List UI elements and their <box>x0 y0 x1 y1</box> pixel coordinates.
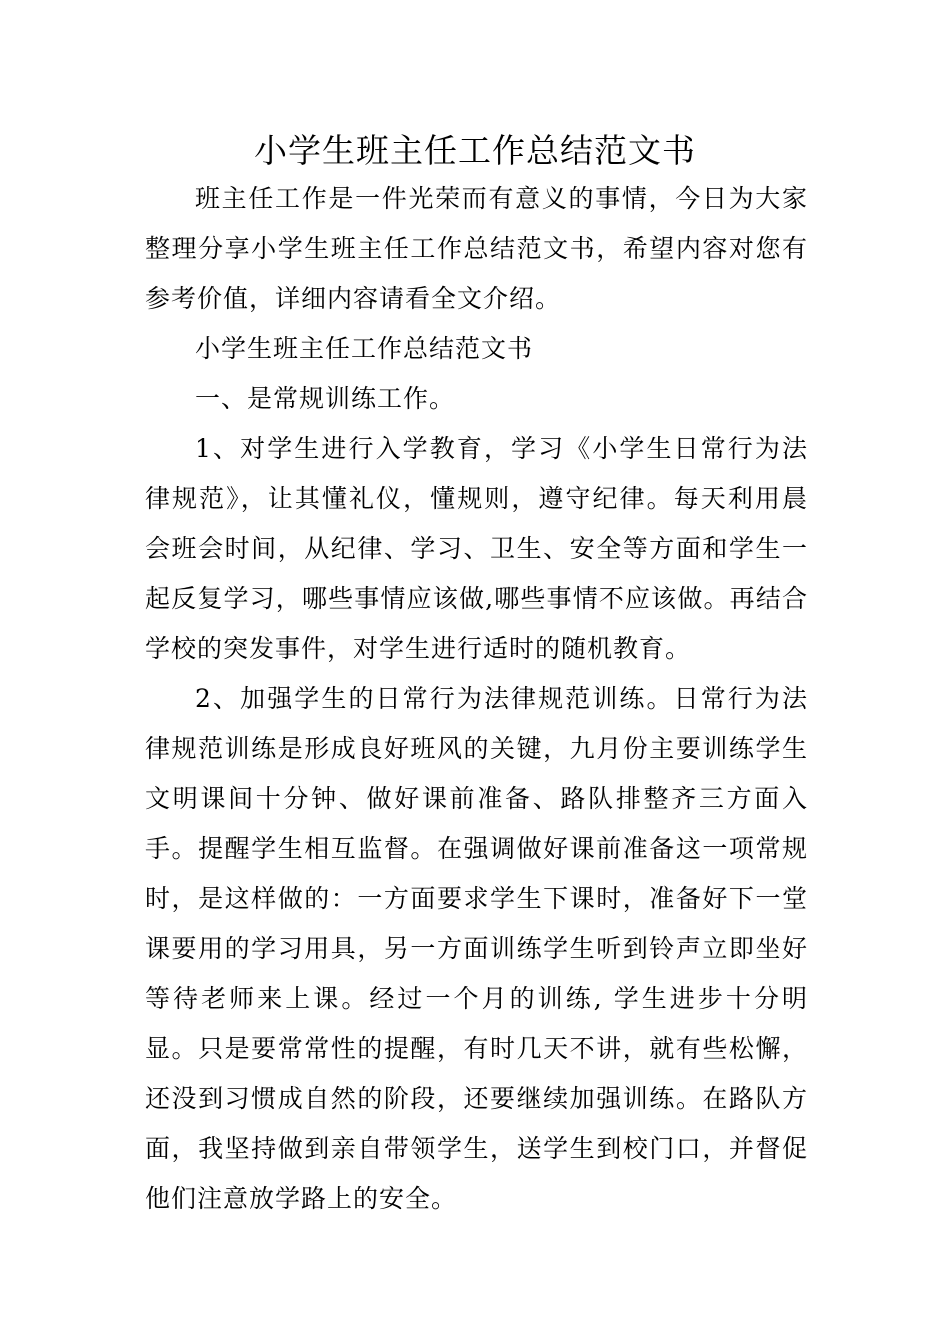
document-body <box>145 174 808 1224</box>
paragraph-subtitle: 小学生班主任工作总结范文书 <box>195 334 534 363</box>
paragraph-section-heading: 一、是常规训练工作。 <box>195 384 456 413</box>
document-title: 小学生班主任工作总结范文书 <box>254 131 696 170</box>
paragraph-item-2: 2、加强学生的日常行为法律规范训练。日常行为法律规范训练是形成良好班风的关键，九月份主要训练学生文明课间十分钟、做好课前准备、路队排整齐三方面入手。提醒学生相互监督。在强调做好课前准备这一项常规时，是这样做的：一方面要求学生下课时，准备好下一堂课要用的学习用具，另一方面训练学生听到铃声立即坐好等待老师来上课。经过一个月的训练, 学生进步十分明显。只是要常常性的提醒，有时几天不讲，就有些松懈，还没到习惯成自然的阶段，还要继续加强训练。在路队方面，我坚持做到亲自带领学生，送学生到校门口，并督促他们注意放学路上的安全。 <box>145 684 808 1213</box>
paragraph-item-1: 1、对学生进行入学教育，学习《小学生日常行为法律规范》，让其懂礼仪，懂规则，遵守纪律。每天利用晨会班会时间，从纪律、学习、卫生、安全等方面和学生一起反复学习，哪些事情应该做,哪些事情不应该做。再结合学校的突发事件，对学生进行适时的随机教育。 <box>145 434 808 663</box>
paragraph-intro: 班主任工作是一件光荣而有意义的事情，今日为大家整理分享小学生班主任工作总结范文书，希望内容对您有参考价值，详细内容请看全文介绍。 <box>145 184 808 313</box>
